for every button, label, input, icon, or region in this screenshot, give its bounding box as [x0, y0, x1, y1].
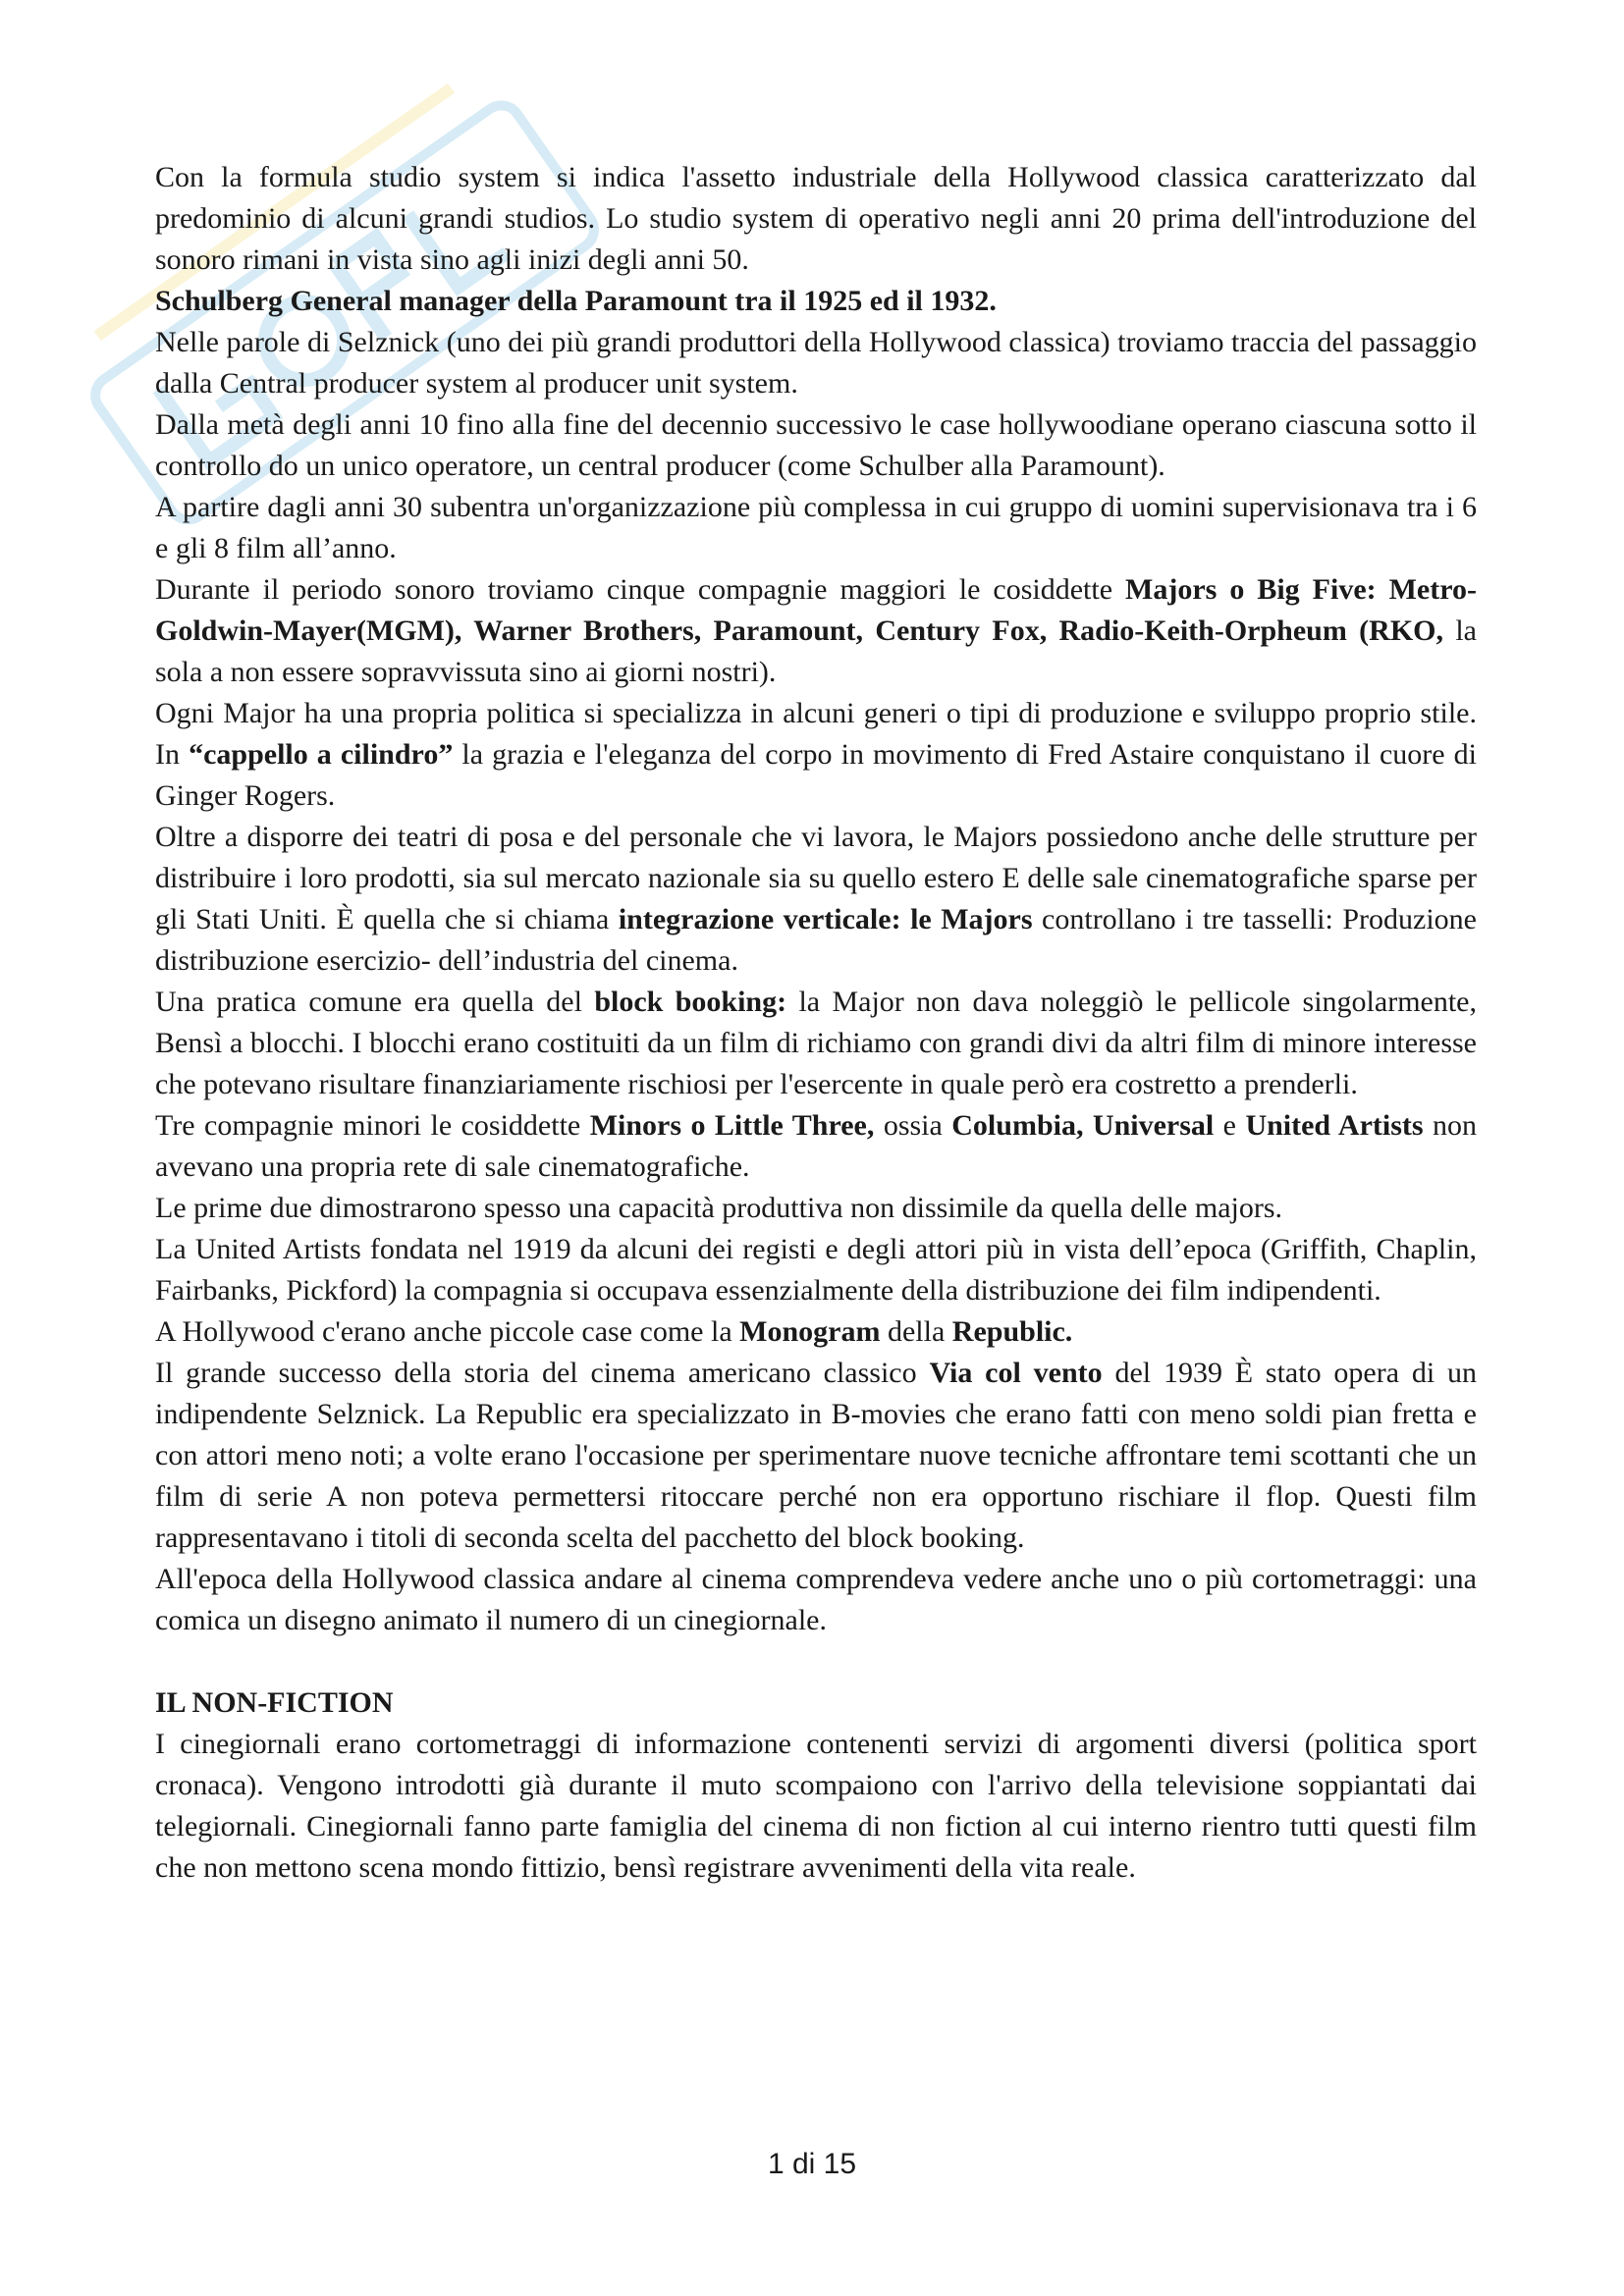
- bold-text: Monogram: [739, 1315, 881, 1348]
- bold-text: Republic.: [951, 1315, 1073, 1348]
- paragraph-15: [155, 1559, 1477, 1641]
- paragraph-4: [155, 404, 1477, 487]
- bold-text: Majors o Big Five: Metro-Goldwin-Mayer(MGM), Warner Brothers, Paramount, Century Fox, Radio-Keith-Orpheum (RKO,: [155, 573, 1478, 647]
- text-run: All'epoca della Hollywood classica andare al cinema comprendeva vedere anche uno o più cortometraggi: una comica un disegno animato il numero di un cinegiornale.: [155, 1563, 1477, 1636]
- paragraph-2: [155, 281, 1477, 322]
- paragraph-1: [155, 157, 1477, 281]
- bold-text: integrazione verticale: le Majors: [618, 903, 1033, 935]
- text-run: Tre compagnie minori le cosiddette: [155, 1109, 590, 1142]
- bold-text: Schulberg General manager della Paramount tra il 1925 ed il 1932.: [155, 285, 997, 317]
- text-run: ossia: [874, 1109, 952, 1142]
- paragraph-12: [155, 1229, 1477, 1311]
- paragraph-10: [155, 1105, 1477, 1188]
- text-run: Oltre a disporre dei teatri di posa e del personale che vi lavora, le Majors possiedono anche delle strutture per distribuire i loro prodotti, sia sul mercato nazionale sia su quello estero E delle sale cinematografiche sparse per gli Stati Uniti. È quella che si chiama: [155, 821, 1477, 935]
- paragraph-7: [155, 693, 1477, 817]
- paragraph-11: [155, 1188, 1477, 1229]
- text-run: Durante il periodo sonoro troviamo cinque compagnie maggiori le cosiddette: [155, 573, 1126, 606]
- text-run: Il grande successo della storia del cinema americano classico: [155, 1357, 930, 1389]
- text-run: A Hollywood c'erano anche piccole case come la: [155, 1315, 740, 1348]
- bold-text: Columbia, Universal: [951, 1109, 1215, 1142]
- text-run: la Major non dava noleggiò le pellicole singolarmente, Bensì a blocchi. I blocchi erano costituiti da un film di richiamo con grandi divi da altri film di minore interesse che potevano risultare finanziariamente rischiosi per l'esercente in quale però era costretto a prenderli.: [155, 986, 1477, 1100]
- paragraph-13: [155, 1311, 1477, 1353]
- bold-text: “cappello a cilindro”: [189, 738, 454, 771]
- text-run: Nelle parole di Selznick (uno dei più grandi produttori della Hollywood classica) troviamo traccia del passaggio dalla Central producer system al producer unit system.: [155, 326, 1477, 400]
- text-run: non avevano una propria rete di sale cinematografiche.: [155, 1109, 1477, 1183]
- bold-text: block booking:: [594, 986, 787, 1018]
- text-run: A partire dagli anni 30 subentra un'organizzazione più complessa in cui gruppo di uomini supervisionava tra i 6 e gli 8 film all’anno.: [155, 491, 1477, 564]
- text-run: del 1939 È stato opera di un indipendente Selznick. La Republic era specializzato in B-movies che erano fatti con meno soldi pian fretta e con attori meno noti; a volte erano l'occasione per sperimentare nuove tecniche affrontare temi scottanti che un film di serie A non poteva permettersi ritoccare perché non era opportuno rischiare il flop. Questi film rappresentavano i titoli di seconda scelta del pacchetto del block booking.: [155, 1357, 1478, 1554]
- paragraph-8: [155, 817, 1477, 982]
- bold-text: Minors o Little Three,: [589, 1109, 875, 1142]
- section-heading: IL NON-FICTION: [155, 1686, 394, 1719]
- text-run: Le prime due dimostrarono spesso una capacità produttiva non dissimile da quella delle majors.: [155, 1192, 1283, 1224]
- text-run: controllano i tre tasselli: Produzione distribuzione esercizio- dell’industria del cinema.: [155, 903, 1477, 977]
- text-run: la grazia e l'eleganza del corpo in movimento di Fred Astaire conquistano il cuore di Ginger Rogers.: [155, 738, 1477, 812]
- paragraph-5: [155, 487, 1477, 569]
- document-body: [155, 157, 1477, 1889]
- text-run: Con la formula studio system si indica l'assetto industriale della Hollywood classica caratterizzato dal predominio di alcuni grandi studios. Lo studio system di operativo negli anni 20 prima dell'introduzione del sonoro rimani in vista sino agli inizi degli anni 50.: [155, 161, 1477, 276]
- text-run: La United Artists fondata nel 1919 da alcuni dei registi e degli attori più in vista dell’epoca (Griffith, Chaplin, Fairbanks, Pickford) la compagnia si occupava essenzialmente della distribuzione dei film indipendenti.: [155, 1233, 1477, 1307]
- paragraph-14: [155, 1353, 1477, 1559]
- paragraph-6: [155, 569, 1477, 693]
- text-run: e: [1214, 1109, 1246, 1142]
- bold-text: Via col vento: [929, 1357, 1103, 1389]
- paragraph-9: [155, 982, 1477, 1105]
- text-run: la sola a non essere sopravvissuta sino ai giorni nostri).: [155, 614, 1477, 688]
- text-run: Ogni Major ha una propria politica si specializza in alcuni generi o tipi di produzione e sviluppo proprio stile. In: [155, 697, 1477, 771]
- text-run: Una pratica comune era quella del: [155, 986, 595, 1018]
- text-run: della: [880, 1315, 952, 1348]
- text-run: Dalla metà degli anni 10 fino alla fine del decennio successivo le case hollywoodiane operano ciascuna sotto il controllo do un unico operatore, un central producer (come Schulber alla Paramount).: [155, 408, 1477, 482]
- paragraph-3: [155, 322, 1477, 404]
- section-paragraph: I cinegiornali erano cortometraggi di informazione contenenti servizi di argomenti diversi (politica sport cronaca). Vengono introdotti già durante il muto scompaiono con l'arrivo della televisione soppiantati dai telegiornali. Cinegiornali fanno parte famiglia del cinema di non fiction al cui interno rientro tutti questi film che non mettono scena mondo fittizio, bensì registrare avvenimenti della vita reale.: [155, 1728, 1477, 1884]
- bold-text: United Artists: [1245, 1109, 1424, 1142]
- page-number: 1 di 15: [767, 2148, 857, 2180]
